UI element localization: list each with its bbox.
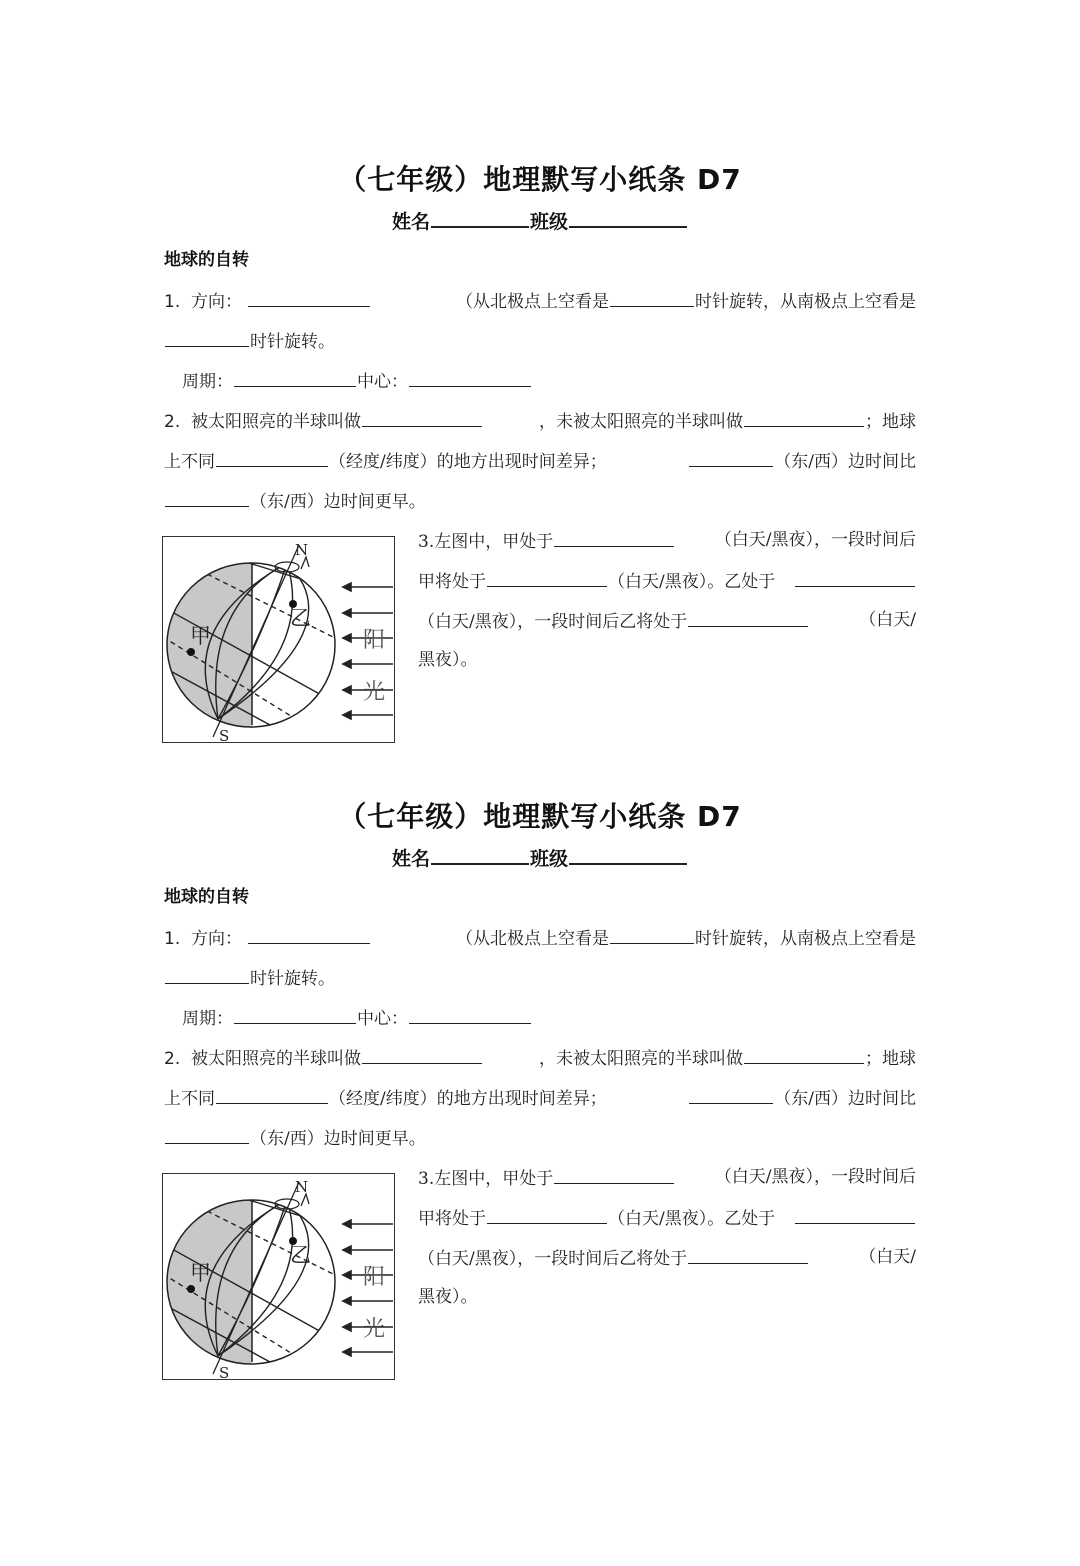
q2-number: 2. [164, 1049, 181, 1069]
name-class-bar [0, 206, 1080, 237]
q3-yi-later-blank[interactable] [688, 606, 808, 627]
q3-option-4a: （白天/ [859, 1247, 916, 1267]
q3-yi-later-blank[interactable] [688, 1243, 808, 1264]
q2-lonlat-blank[interactable] [216, 1083, 328, 1104]
name-class-bar [0, 843, 1080, 874]
q2-lonlat-text: （经度/纬度）的地方出现时间差异； [329, 452, 607, 472]
south-pole-label: S [219, 727, 230, 744]
q1-direction-label: 方向： [191, 292, 243, 312]
name-blank[interactable] [431, 843, 529, 865]
q2-unlit-blank[interactable] [744, 406, 864, 427]
sunlight-label-2: 光 [363, 1317, 386, 1342]
q2-earth-text: ；地球 [865, 1049, 916, 1069]
q3-jia-now-blank[interactable] [554, 1163, 674, 1184]
name-label: 姓名 [391, 848, 430, 870]
q3-option-4b: 黑夜）。 [418, 650, 478, 670]
dictation-sheet-2 [0, 795, 1080, 1435]
sheet-title: （七年级）地理默写小纸条 D7 [338, 800, 742, 833]
q2-lit-text: 被太阳照亮的半球叫做 [191, 412, 362, 432]
q3-option-4b: 黑夜）。 [418, 1287, 478, 1307]
dictation-sheet-1 [0, 158, 1080, 798]
q3-line-3 [418, 1243, 916, 1273]
q3-option-3: （白天/黑夜），一段时间后乙将处于 [418, 1249, 688, 1269]
name-blank[interactable] [431, 206, 529, 228]
q2-line-3 [164, 486, 916, 516]
q3-line-1 [418, 1163, 916, 1193]
q3-intro-text: 3.左图中，甲处于 [418, 532, 554, 552]
q1-south-blank[interactable] [165, 326, 249, 347]
q2-lonlat-text: （经度/纬度）的地方出现时间差异； [329, 1089, 607, 1109]
section-title: 地球的自转 [164, 887, 249, 907]
q1-rotate-end-text: 时针旋转。 [250, 332, 335, 352]
q2-ew-compare-text: （东/西）边时间比 [774, 1089, 916, 1109]
q1-south-blank[interactable] [165, 963, 249, 984]
class-label: 班级 [530, 211, 569, 233]
q2-ew-blank-2[interactable] [165, 486, 249, 507]
q1-line-1 [164, 923, 916, 953]
q1-rotate-end-text: 时针旋转。 [250, 969, 335, 989]
q1-center-label: 中心： [357, 1009, 408, 1029]
q2-ew-blank-2[interactable] [165, 1123, 249, 1144]
q1-number: 1. [164, 929, 181, 949]
q3-option-3: （白天/黑夜），一段时间后乙将处于 [418, 612, 688, 632]
q3-option-2: （白天/黑夜）。乙处于 [608, 572, 776, 592]
q2-lonlat-blank[interactable] [216, 446, 328, 467]
q1-line-2 [164, 963, 916, 993]
q2-lit-blank[interactable] [362, 406, 482, 427]
q2-lit-text: 被太阳照亮的半球叫做 [191, 1049, 362, 1069]
q3-jia-later-blank[interactable] [487, 566, 607, 587]
q3-option-1: （白天/黑夜），一段时间后 [714, 530, 916, 550]
q1-period-blank[interactable] [234, 366, 356, 387]
north-pole-label: N [295, 1178, 309, 1196]
sunlight-label-1: 阳 [363, 1265, 386, 1290]
globe-figure [162, 1173, 395, 1380]
class-label: 班级 [530, 848, 569, 870]
q1-number: 1. [164, 292, 181, 312]
q3-option-1: （白天/黑夜），一段时间后 [714, 1167, 916, 1187]
sheet-title: （七年级）地理默写小纸条 D7 [338, 163, 742, 196]
q1-direction-blank[interactable] [248, 923, 370, 944]
q2-ew-blank-1[interactable] [689, 446, 773, 467]
q1-from-north-text: （从北极点上空看是 [456, 292, 609, 312]
q3-option-4a: （白天/ [859, 610, 916, 630]
south-pole-label: S [219, 1364, 230, 1381]
q1-line-3 [182, 366, 934, 396]
q3-line-2 [418, 566, 916, 596]
sunlight-label-1: 阳 [363, 628, 386, 653]
q2-ew-earlier-text: （东/西）边时间更早。 [250, 492, 426, 512]
q1-from-north-text: （从北极点上空看是 [456, 929, 609, 949]
q3-jia-will-text: 甲将处于 [418, 572, 486, 592]
point-yi-label: 乙 [290, 606, 311, 630]
q1-period-label: 周期： [182, 372, 233, 392]
globe-figure [162, 536, 395, 743]
q1-center-blank[interactable] [409, 366, 531, 387]
q3-line-2 [418, 1203, 916, 1233]
q2-ew-blank-1[interactable] [689, 1083, 773, 1104]
q3-line-3 [418, 606, 916, 636]
q3-option-2: （白天/黑夜）。乙处于 [608, 1209, 776, 1229]
q2-ew-earlier-text: （东/西）边时间更早。 [250, 1129, 426, 1149]
q1-line-2 [164, 326, 916, 356]
point-jia-label: 甲 [190, 1261, 211, 1285]
q1-direction-label: 方向： [191, 929, 243, 949]
point-yi-label: 乙 [290, 1243, 311, 1267]
section-title: 地球的自转 [164, 250, 249, 270]
q3-jia-will-text: 甲将处于 [418, 1209, 486, 1229]
q1-north-blank[interactable] [610, 923, 694, 944]
q3-line-4 [418, 1283, 916, 1311]
q1-center-label: 中心： [357, 372, 408, 392]
q2-different-text: 上不同 [164, 452, 215, 472]
point-jia-label: 甲 [190, 624, 211, 648]
q1-rotate-text: 时针旋转，从南极点上空看是 [695, 929, 916, 949]
q1-north-blank[interactable] [610, 286, 694, 307]
name-label: 姓名 [391, 211, 430, 233]
q1-period-blank[interactable] [234, 1003, 356, 1024]
q3-intro-text: 3.左图中，甲处于 [418, 1169, 554, 1189]
q1-rotate-text: 时针旋转，从南极点上空看是 [695, 292, 916, 312]
q2-ew-compare-text: （东/西）边时间比 [774, 452, 916, 472]
north-pole-label: N [295, 541, 309, 559]
q1-direction-blank[interactable] [248, 286, 370, 307]
q3-yi-now-blank[interactable] [795, 566, 915, 587]
earth-day-night-diagram [163, 537, 396, 744]
q2-different-text: 上不同 [164, 1089, 215, 1109]
point-jia-marker [187, 648, 195, 656]
q1-line-3 [182, 1003, 934, 1033]
q2-unlit-text: ，未被太阳照亮的半球叫做 [539, 412, 743, 432]
q2-line-3 [164, 1123, 916, 1153]
q3-yi-now-blank[interactable] [795, 1203, 915, 1224]
q3-jia-later-blank[interactable] [487, 1203, 607, 1224]
sunlight-label-2: 光 [363, 680, 386, 705]
earth-day-night-diagram [163, 1174, 396, 1381]
q3-line-4 [418, 646, 916, 674]
q3-jia-now-blank[interactable] [554, 526, 674, 547]
class-blank[interactable] [569, 206, 687, 228]
q1-center-blank[interactable] [409, 1003, 531, 1024]
q3-line-1 [418, 526, 916, 556]
q2-line-2 [164, 1083, 916, 1113]
q2-lit-blank[interactable] [362, 1043, 482, 1064]
q2-line-1 [164, 1043, 916, 1073]
q1-period-label: 周期： [182, 1009, 233, 1029]
q1-line-1 [164, 286, 916, 316]
q2-line-1 [164, 406, 916, 436]
q2-earth-text: ；地球 [865, 412, 916, 432]
q2-number: 2. [164, 412, 181, 432]
q2-unlit-blank[interactable] [744, 1043, 864, 1064]
point-jia-marker [187, 1285, 195, 1293]
q2-line-2 [164, 446, 916, 476]
class-blank[interactable] [569, 843, 687, 865]
q2-unlit-text: ，未被太阳照亮的半球叫做 [539, 1049, 743, 1069]
